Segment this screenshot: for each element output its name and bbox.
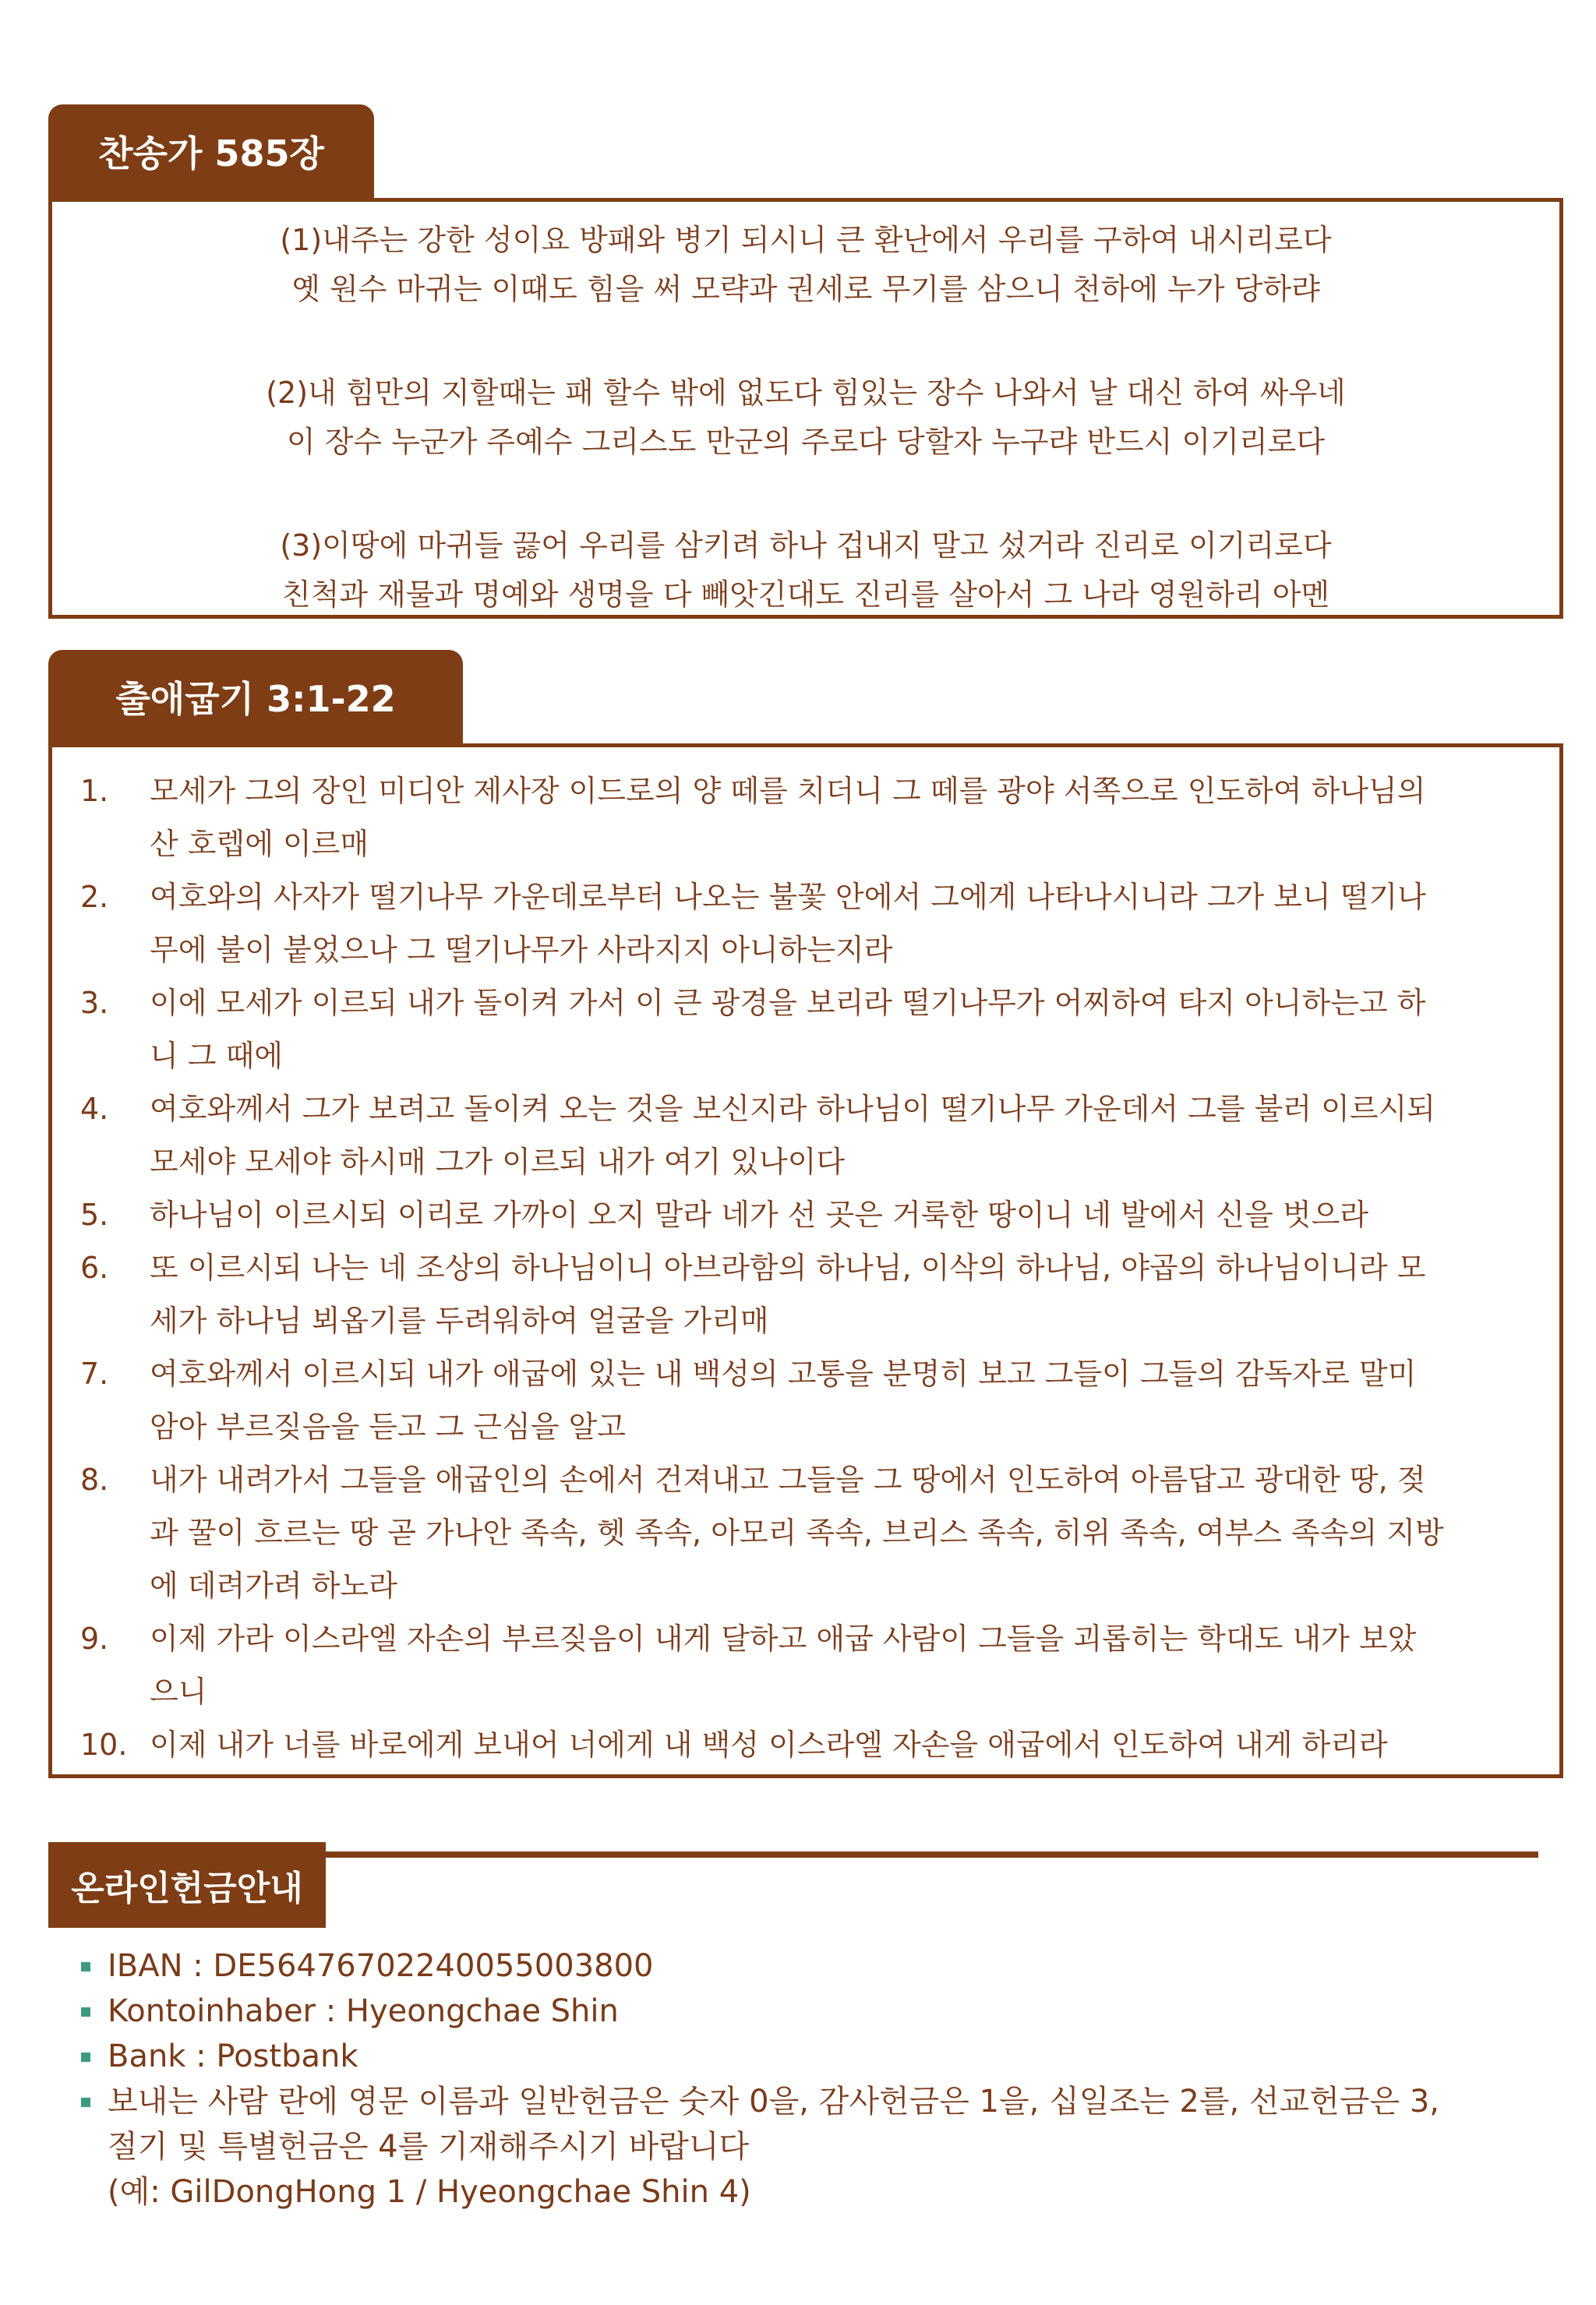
- verse-text-line: 여호와께서 그가 보려고 돌이켜 오는 것을 보신지라 하나님이 떨기나무 가운데서 그를 불러 이르시되: [150, 1092, 1435, 1126]
- offering-info-item: [78, 1943, 1439, 1989]
- offering-info-item: [78, 2169, 1439, 2215]
- verse-number: 4.: [80, 1092, 109, 1126]
- scripture-verse-item: [52, 764, 1559, 870]
- square-bullet-icon: [81, 1962, 90, 1971]
- scripture-title: 출애굽기 3:1-22: [115, 678, 396, 720]
- offering-info-item: [78, 2079, 1439, 2124]
- scripture-verse-item: [52, 1612, 1559, 1718]
- offering-info-item: [78, 2034, 1439, 2079]
- verse-text-line: 내가 내려가서 그들을 애굽인의 손에서 건져내고 그들을 그 땅에서 인도하여 아름답고 광대한 땅, 젖: [150, 1463, 1426, 1497]
- hymn-title-tab: [48, 104, 374, 198]
- verse-number: 5.: [80, 1198, 109, 1232]
- scripture-verse-item: [52, 1082, 1559, 1188]
- verse-text-line: 세가 하나님 뵈옵기를 두려워하여 얼굴을 가리매: [150, 1304, 769, 1338]
- scripture-box: [48, 743, 1563, 1778]
- scripture-verse-item: [52, 976, 1559, 1082]
- scripture-verse-item: [52, 1453, 1559, 1612]
- hymn-verse-3: [52, 521, 1559, 619]
- hymn-line: 친척과 재물과 명예와 생명을 다 빼앗긴대도 진리를 살아서 그 나라 영원하리 아멘: [281, 577, 1330, 612]
- verse-number: 6.: [80, 1251, 109, 1285]
- hymn-line: (1)내주는 강한 성이요 방패와 병기 되시니 큰 환난에서 우리를 구하여 내시리로다: [280, 223, 1332, 257]
- scripture-verse-item: [52, 870, 1559, 976]
- offering-info-item: [78, 1989, 1439, 2034]
- verse-text-line: 으니: [150, 1675, 207, 1709]
- verse-text-line: 무에 불이 붙었으나 그 떨기나무가 사라지지 아니하는지라: [150, 933, 893, 967]
- hymn-line: 이 장수 누군가 주예수 그리스도 만군의 주로다 당할자 누구랴 반드시 이기리로다: [286, 425, 1326, 459]
- verse-number: 10.: [80, 1728, 128, 1762]
- verse-text-line: 니 그 때에: [150, 1039, 283, 1073]
- offering-info-text: Bank : Postbank: [108, 2038, 358, 2074]
- square-bullet-icon: [81, 2007, 90, 2017]
- verse-text-line: 이에 모세가 이르되 내가 돌이켜 가서 이 큰 광경을 보리라 떨기나무가 어찌하여 타지 아니하는고 하: [150, 986, 1426, 1020]
- hymn-line: 옛 원수 마귀는 이때도 힘을 써 모략과 권세로 무기를 삼으니 천하에 누가 당하랴: [291, 272, 1320, 306]
- verse-text-line: 암아 부르짖음을 듣고 그 근심을 알고: [150, 1410, 627, 1444]
- scripture-verse-item: [52, 1188, 1559, 1241]
- verse-text-line: 여호와의 사자가 떨기나무 가운데로부터 나오는 불꽃 안에서 그에게 나타나시니라 그가 보니 떨기나: [150, 880, 1426, 914]
- scripture-verse-list: [52, 764, 1559, 1771]
- verse-number: 8.: [80, 1463, 109, 1497]
- verse-text-line: 모세가 그의 장인 미디안 제사장 이드로의 양 떼를 치더니 그 떼를 광야 서쪽으로 인도하여 하나님의: [150, 774, 1426, 808]
- square-bullet-icon: [81, 2098, 90, 2107]
- verse-number: 2.: [80, 880, 109, 914]
- verse-text-line: 하나님이 이르시되 이리로 가까이 오지 말라 네가 선 곳은 거룩한 땅이니 네 발에서 신을 벗으라: [150, 1198, 1369, 1232]
- verse-number: 1.: [80, 774, 109, 808]
- verse-text-line: 또 이르시되 나는 네 조상의 하나님이니 아브라함의 하나님, 이삭의 하나님, 야곱의 하나님이니라 모: [150, 1251, 1426, 1285]
- verse-text-line: 과 꿀이 흐르는 땅 곧 가나안 족속, 헷 족속, 아모리 족속, 브리스 족속, 히위 족속, 여부스 족속의 지방: [150, 1516, 1444, 1550]
- offering-info-item: [78, 2124, 1439, 2169]
- offering-info-text: 보내는 사람 란에 영문 이름과 일반헌금은 숫자 0을, 감사헌금은 1을, 십일조는 2를, 선교헌금은 3,: [108, 2084, 1439, 2120]
- offering-info-list: [78, 1943, 1439, 2215]
- verse-number: 9.: [80, 1622, 109, 1656]
- scripture-title-tab: [48, 650, 463, 743]
- verse-number: 7.: [80, 1357, 109, 1391]
- verse-text-line: 모세야 모세야 하시매 그가 이르되 내가 여기 있나이다: [150, 1145, 846, 1179]
- verse-text-line: 이제 가라 이스라엘 자손의 부르짖음이 내게 달하고 애굽 사람이 그들을 괴롭히는 학대도 내가 보았: [150, 1622, 1417, 1656]
- verse-text-line: 에 데려가려 하노라: [150, 1569, 397, 1603]
- hymn-lyrics-box: [48, 198, 1563, 619]
- hymn-title: 찬송가 585장: [98, 132, 324, 175]
- scripture-verse-item: [52, 1347, 1559, 1453]
- offering-info-text: (예: GilDongHong 1 / Hyeongchae Shin 4): [108, 2174, 751, 2210]
- verse-text-line: 이제 내가 너를 바로에게 보내어 너에게 내 백성 이스라엘 자손을 애굽에서 인도하여 내게 하리라: [150, 1728, 1388, 1762]
- verse-text-line: 산 호렙에 이르매: [150, 827, 369, 861]
- scripture-verse-item: [52, 1718, 1559, 1771]
- hymn-line: (2)내 힘만의 지할때는 패 할수 밖에 없도다 힘있는 장수 나와서 날 대신 하여 싸우네: [266, 376, 1346, 410]
- verse-text-line: 여호와께서 이르시되 내가 애굽에 있는 내 백성의 고통을 분명히 보고 그들이 그들의 감독자로 말미: [150, 1357, 1417, 1391]
- square-bullet-icon: [81, 2053, 90, 2062]
- hymn-verse-1: [52, 216, 1559, 314]
- offering-info-text: 절기 및 특별헌금은 4를 기재해주시기 바랍니다: [108, 2129, 750, 2165]
- verse-number: 3.: [80, 986, 109, 1020]
- offering-title: 온라인헌금안내: [48, 1842, 326, 1928]
- hymn-verse-2: [52, 369, 1559, 467]
- offering-info-text: Kontoinhaber : Hyeongchae Shin: [108, 1993, 619, 2029]
- hymn-line: (3)이땅에 마귀들 끓어 우리를 삼키려 하나 겁내지 말고 섰거라 진리로 이기리로다: [280, 528, 1332, 563]
- offering-info-text: IBAN : DE56476702240055003800: [108, 1948, 654, 1984]
- scripture-verse-item: [52, 1241, 1559, 1347]
